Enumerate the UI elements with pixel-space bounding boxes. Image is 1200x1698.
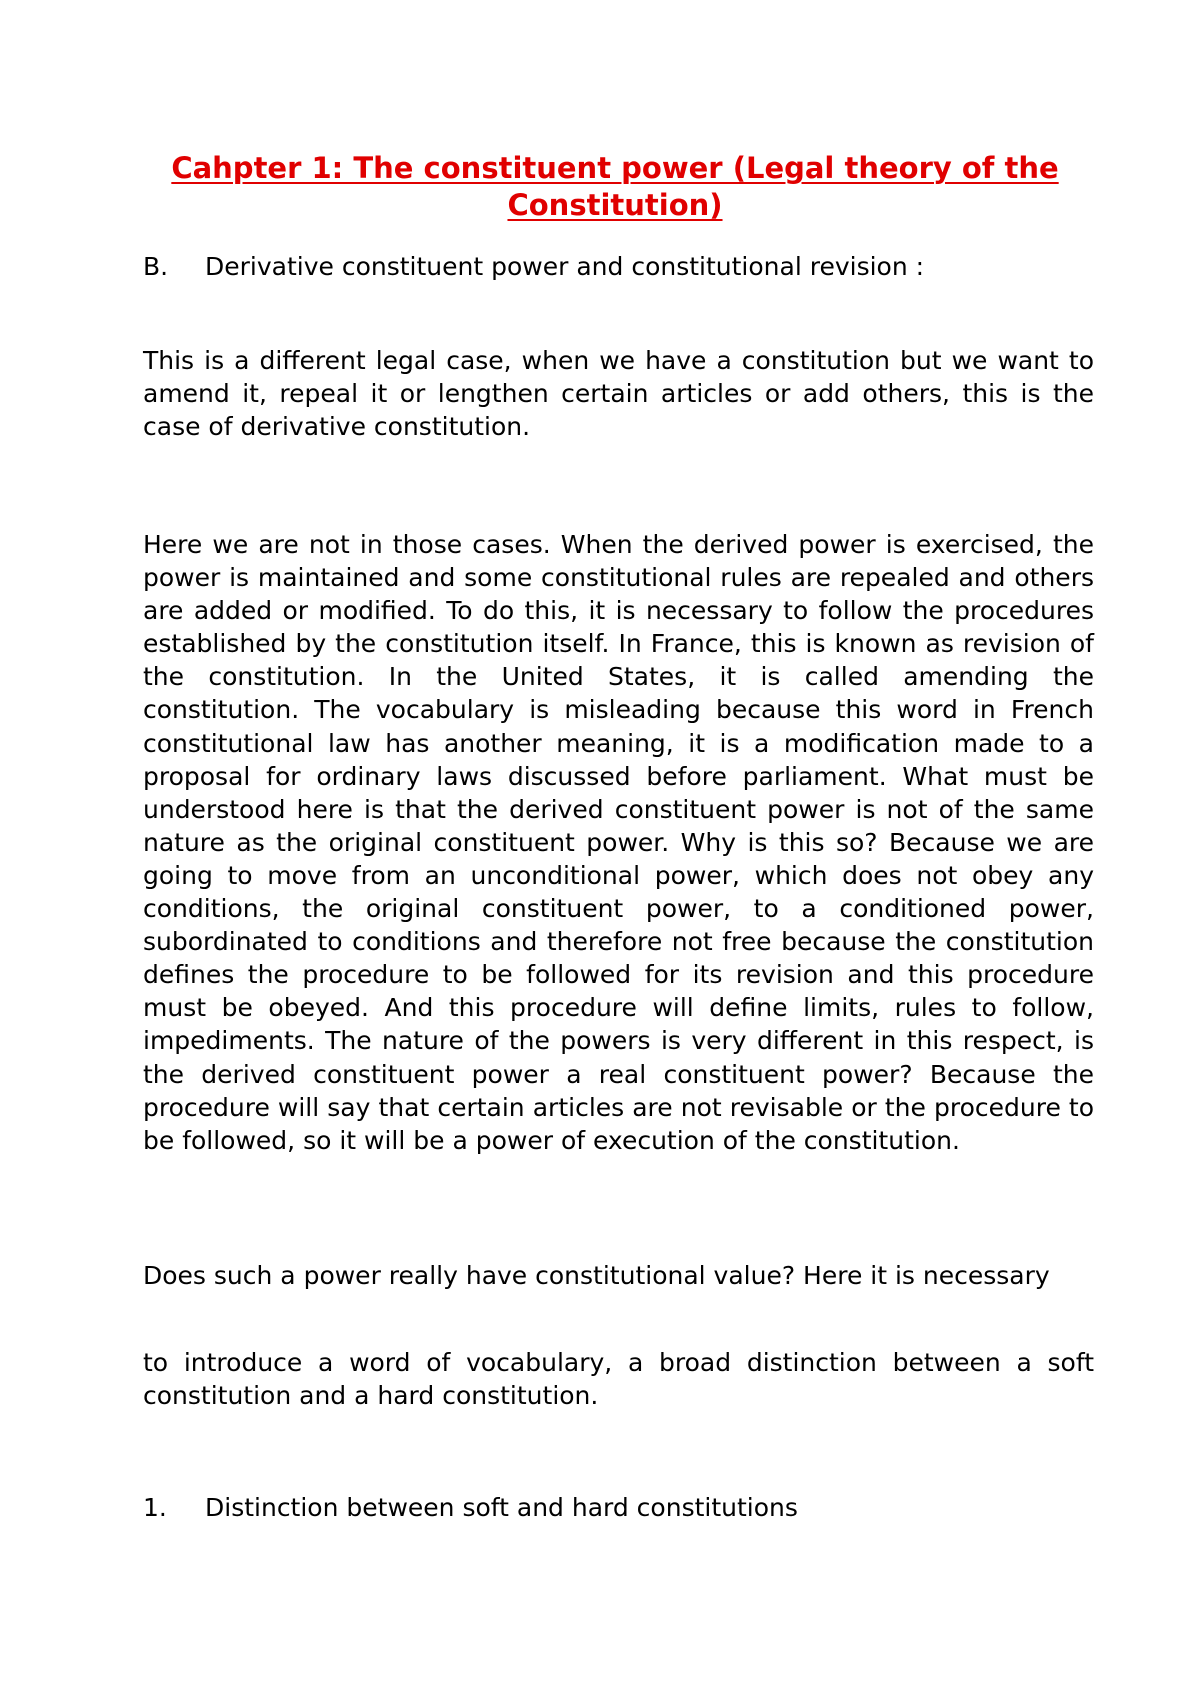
section-heading-1 <box>143 1491 798 1524</box>
paragraph-2: Here we are not in those cases. When the derived power is exercised, the power is maintained and some constitutional rules are repealed and others are added or modified. To do this, it is necessary to follow the procedures established by the constitution itself. In France, this is known as revision of the constitution. In the United States, it is called amending the constitution. The vocabulary is misleading because this word in French constitutional law has another meaning, it is a modification made to a proposal for ordinary laws discussed before parliament. What must be understood here is that the derived constituent power is not of the same nature as the original constituent power. Why is this so? Because we are going to move from an unconditional power, which does not obey any conditions, the original constituent power, to a conditioned power, subordinated to conditions and therefore not free because the constitution defines the procedure to be followed for its revision and this procedure must be obeyed. And this procedure will define limits, rules to follow, impediments. The nature of the powers is very different in this respect, is the derived constituent power a real constituent power? Because the procedure will say that certain articles are not revisable or the procedure to be followed, so it will be a power of execution of the constitution. <box>143 530 1094 1155</box>
section-heading-b <box>143 250 924 283</box>
paragraph-3: Does such a power really have constitutional value? Here it is necessary <box>143 1261 1050 1290</box>
paragraph-1: This is a different legal case, when we have a constitution but we want to amend it, repeal it or lengthen certain articles or add others, this is the case of derivative constitution. <box>143 346 1094 442</box>
section-heading-text: Distinction between soft and hard constitutions <box>205 1493 798 1522</box>
paragraph-4: to introduce a word of vocabulary, a broad distinction between a soft constitution and a hard constitution. <box>143 1348 1094 1411</box>
page-title: Cahpter 1: The constituent power (Legal theory of the Constitution) <box>171 151 1059 222</box>
section-marker: B. <box>143 252 169 281</box>
section-marker: 1. <box>143 1493 167 1522</box>
section-heading-text: Derivative constituent power and constitutional revision : <box>205 252 925 281</box>
